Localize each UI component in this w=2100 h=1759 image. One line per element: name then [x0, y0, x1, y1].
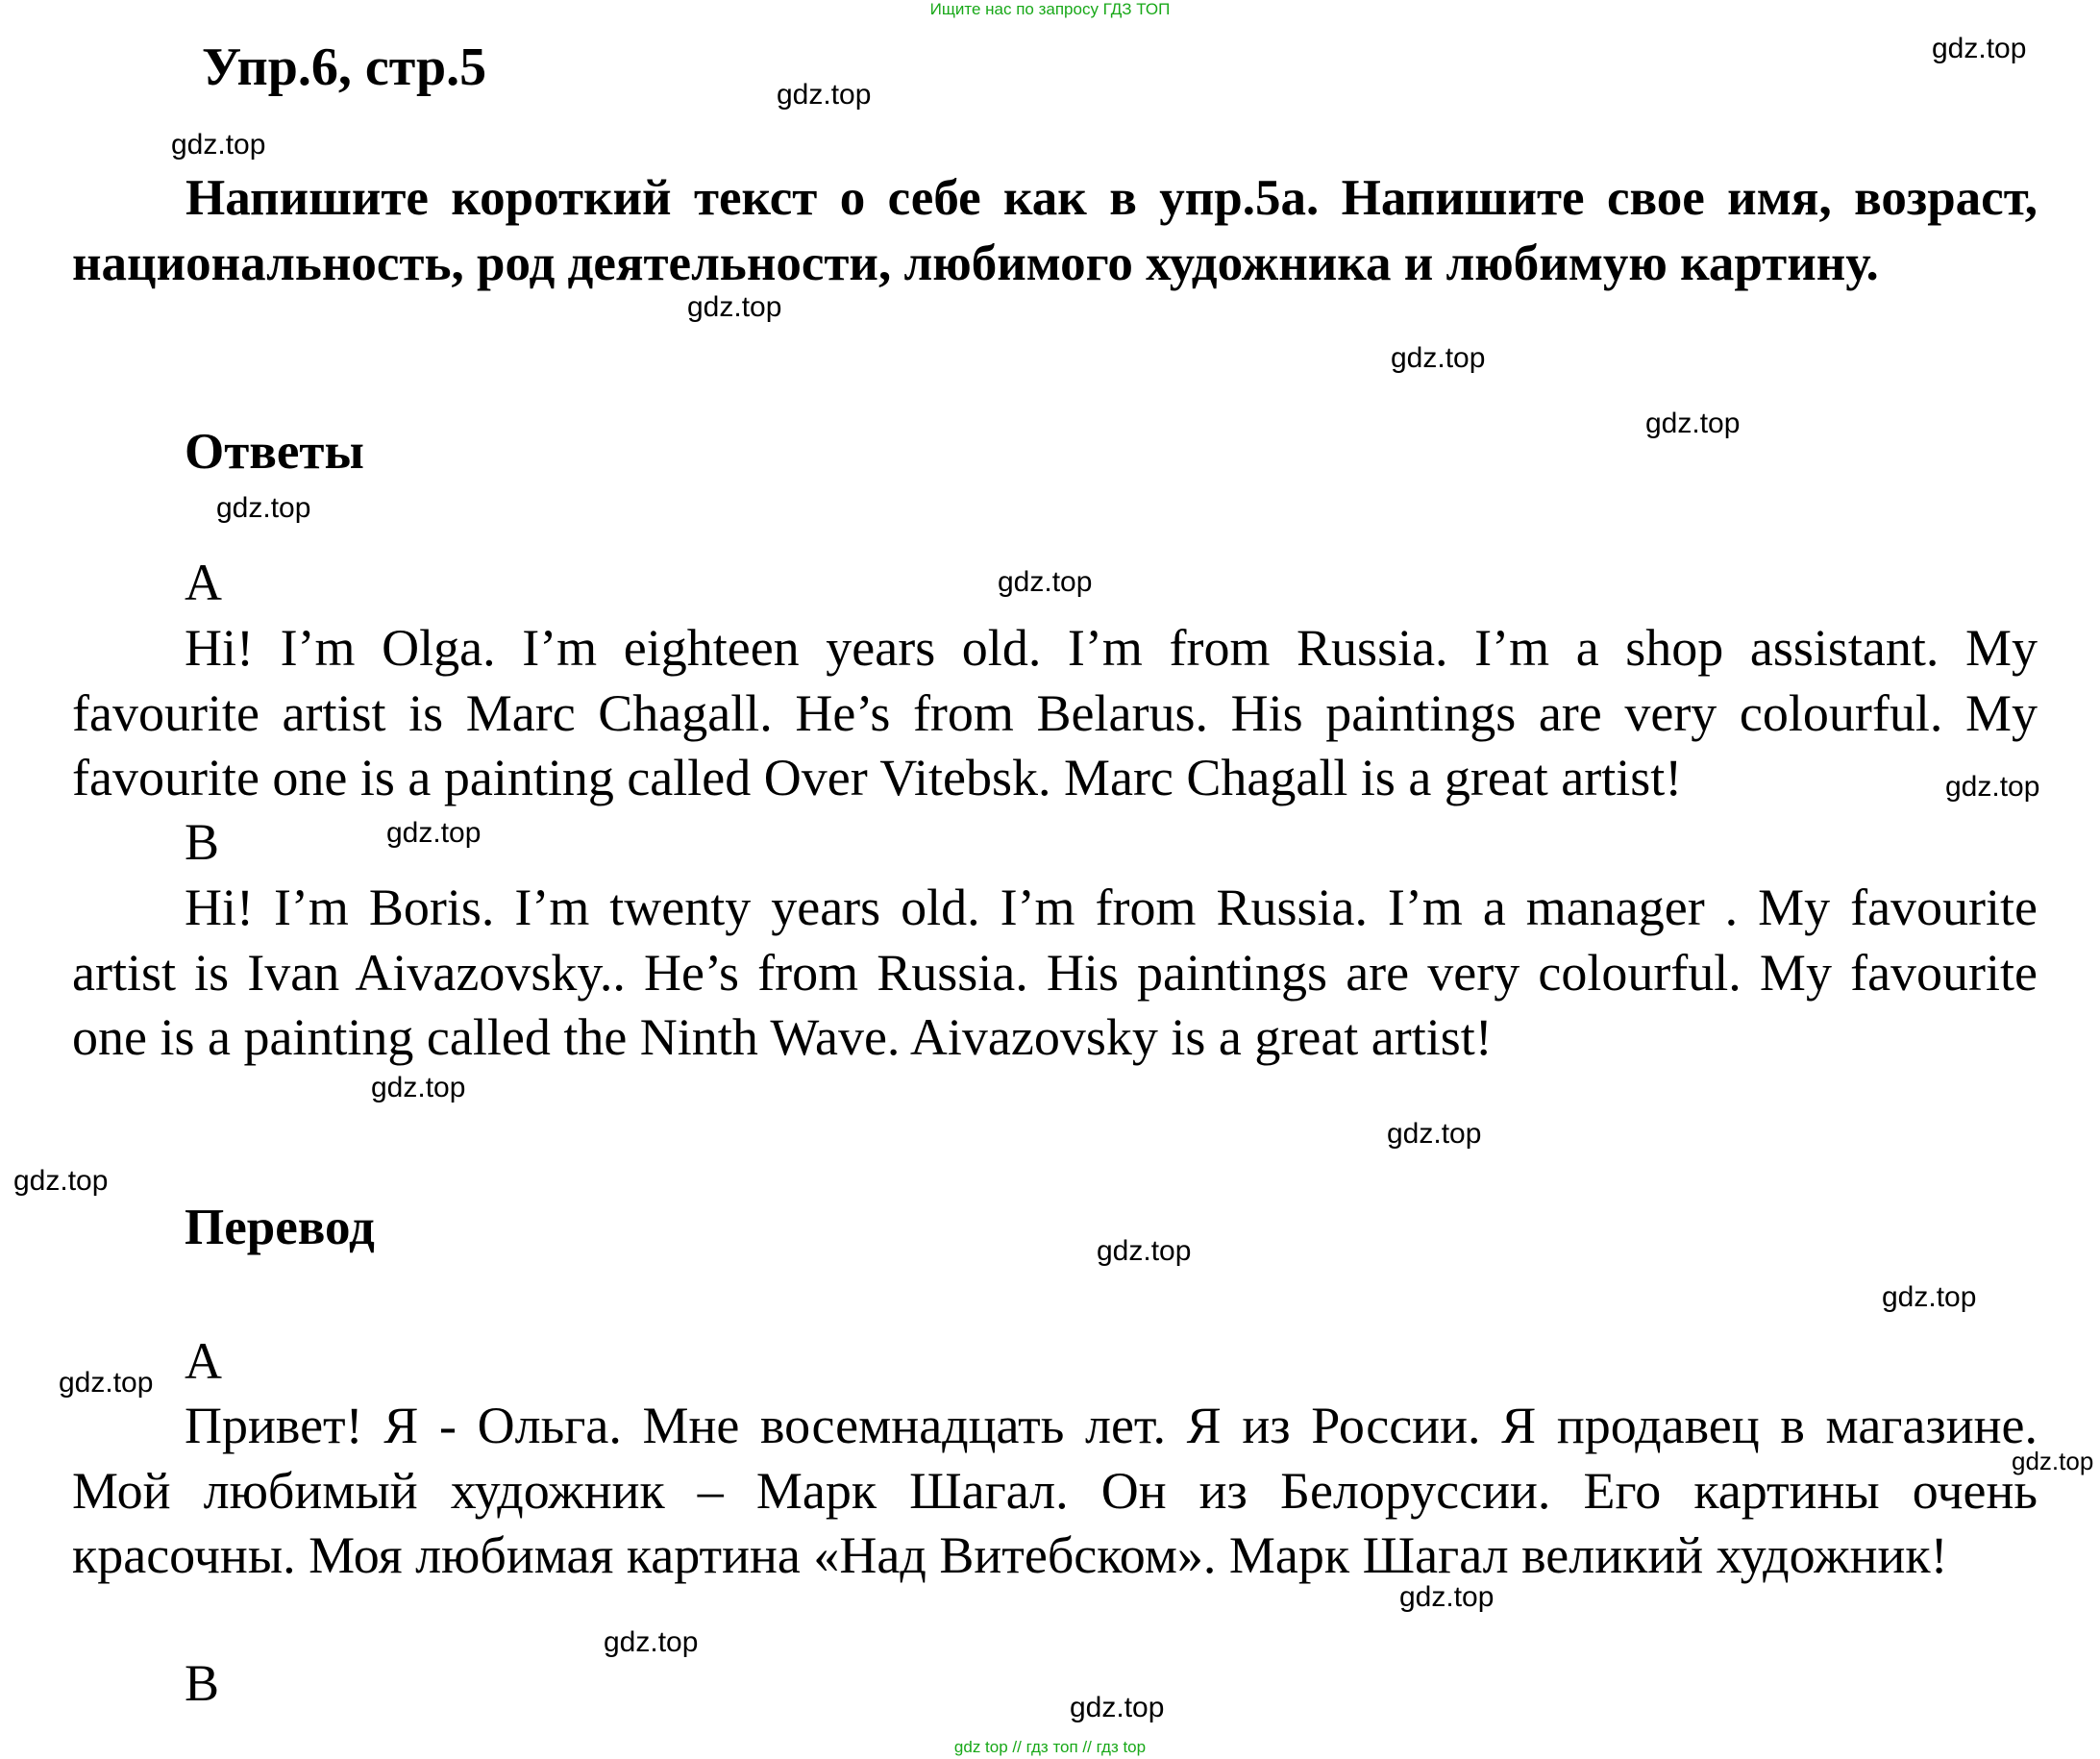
watermark: gdz.top	[777, 79, 872, 111]
translation-a-label: A	[185, 1332, 222, 1390]
answer-a-label: A	[185, 554, 222, 611]
watermark: gdz.top	[1399, 1581, 1495, 1613]
translation-a-text: Привет! Я - Ольга. Мне восемнадцать лет. Я из России. Я продавец в магазине. Мой любимый художник – Марк Шагал. Он из Белоруссии. Его картины очень красочны. Моя любимая картина «Над Витебском». Марк Шагал великий художник!	[72, 1397, 2038, 1584]
watermark: gdz.top	[1645, 408, 1741, 439]
watermark: gdz.top	[371, 1072, 466, 1103]
answer-a-text: Hi! I’m Olga. I’m eighteen years old. I’m from Russia. I’m a shop assistant. My favourite artist is Marc Chagall. He’s from Belarus. His paintings are very colourful. My favourite one is a painting called Over Vitebsk. Marc Chagall is a great artist!	[72, 619, 2038, 806]
watermark: gdz.top	[687, 291, 782, 323]
top-search-note: Ищите нас по запросу ГДЗ ТОП	[929, 0, 1171, 18]
footer-note: gdz top // гдз топ // гдз top	[953, 1738, 1147, 1756]
translation-heading: Перевод	[185, 1200, 375, 1255]
watermark: gdz.top	[1882, 1281, 1977, 1313]
watermark: gdz.top	[1070, 1692, 1165, 1723]
answer-b-label: B	[185, 813, 220, 871]
answers-heading: Ответы	[185, 424, 364, 480]
watermark: gdz.top	[171, 129, 266, 161]
watermark: gdz.top	[2012, 1447, 2094, 1475]
watermark: gdz.top	[1932, 33, 2027, 64]
watermark: gdz.top	[1945, 771, 2040, 803]
answer-b-text: Hi! I’m Boris. I’m twenty years old. I’m from Russia. I’m a manager . My favourite artist is Ivan Aivazovsky.. He’s from Russia. His paintings are very colourful. My favourite one is a painting called the Ninth Wave. Aivazovsky is a great artist!	[72, 879, 2038, 1066]
watermark: gdz.top	[604, 1626, 699, 1658]
page-title: Упр.6, стр.5	[202, 37, 487, 97]
task-text: Напишите короткий текст о себе как в упр.5а. Напишите свое имя, возраст, национальность, род деятельности, любимого художника и любимую картину.	[72, 170, 2038, 291]
watermark: gdz.top	[216, 492, 311, 524]
watermark: gdz.top	[1097, 1235, 1192, 1267]
watermark: gdz.top	[386, 817, 482, 849]
watermark: gdz.top	[1391, 342, 1486, 374]
watermark: gdz.top	[1387, 1118, 1482, 1150]
watermark: gdz.top	[59, 1367, 154, 1399]
translation-b-label: B	[185, 1654, 220, 1712]
watermark: gdz.top	[998, 566, 1093, 598]
watermark: gdz.top	[13, 1165, 109, 1197]
